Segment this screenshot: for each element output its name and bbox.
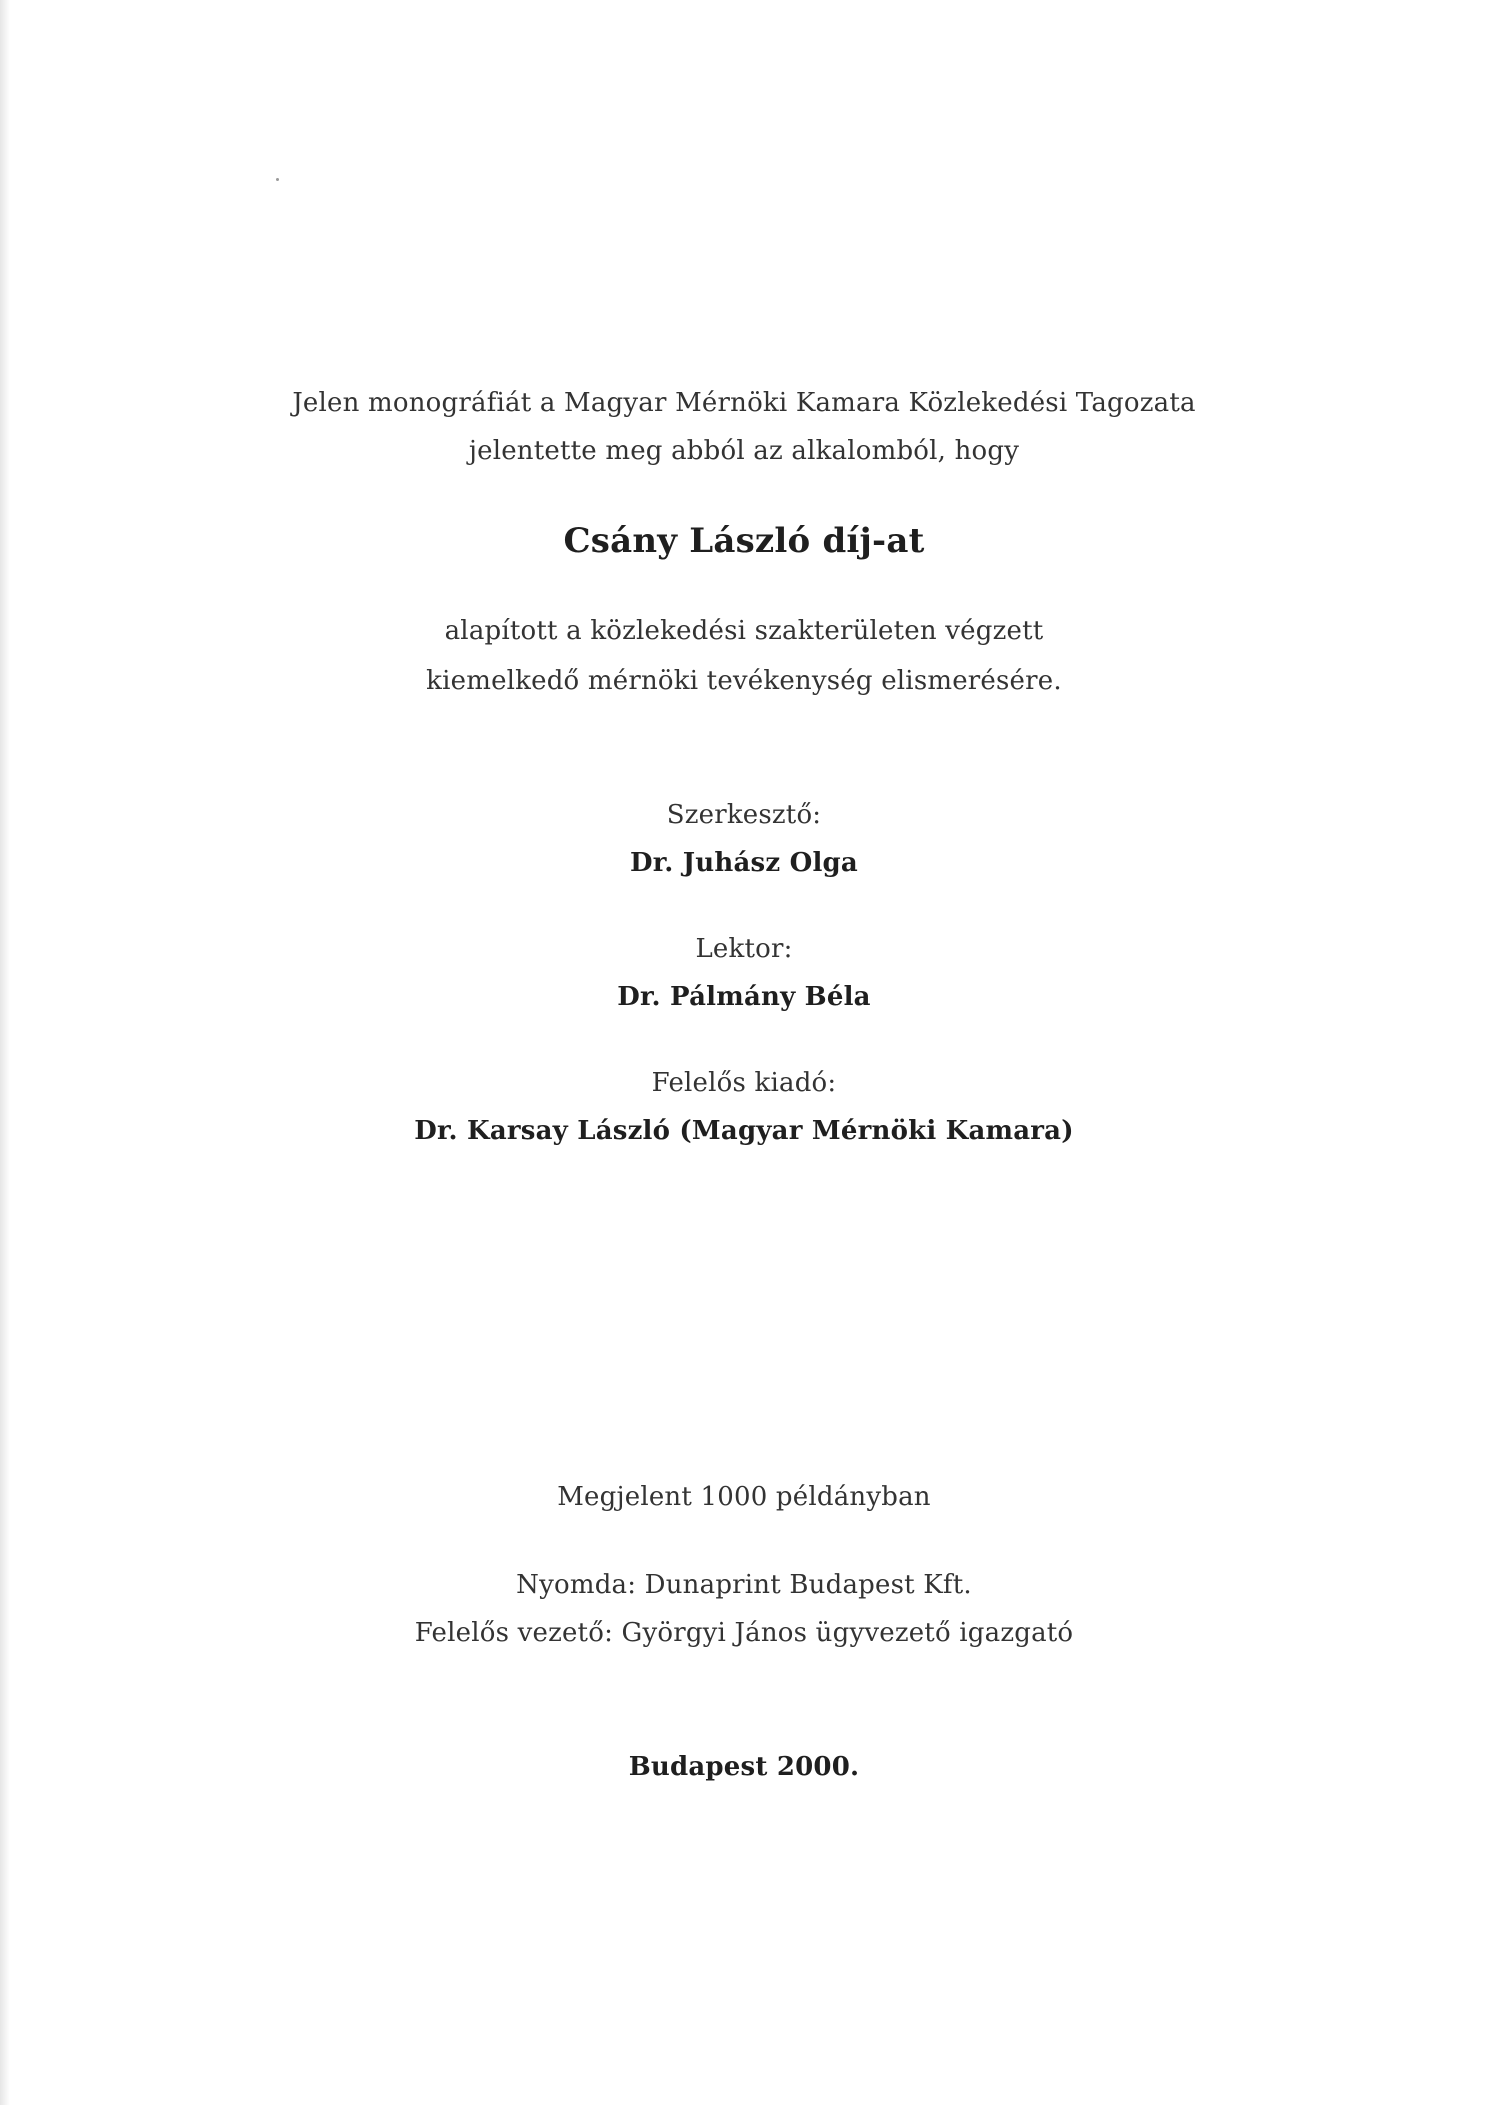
editor-role: Szerkesztő:	[666, 800, 822, 830]
editor-name: Dr. Juhász Olga	[630, 848, 858, 878]
award-title: Csány László díj-at	[563, 521, 925, 561]
publisher-name: Dr. Karsay László (Magyar Mérnöki Kamara)	[414, 1116, 1074, 1146]
publisher-role: Felelős kiadó:	[651, 1068, 837, 1098]
intro-line-2: jelentette meg abból az alkalomból, hogy	[468, 436, 1020, 466]
printing-manager: Felelős vezető: Györgyi János ügyvezető igazgató	[414, 1618, 1074, 1648]
purpose-line-1: alapított a közlekedési szakterületen végzett	[444, 616, 1044, 646]
scan-speck	[276, 178, 279, 181]
place-year: Budapest 2000.	[628, 1752, 860, 1782]
intro-line-1: Jelen monográfiát a Magyar Mérnöki Kamara Közlekedési Tagozata	[292, 388, 1196, 418]
reviewer-name: Dr. Pálmány Béla	[617, 982, 871, 1012]
printing-press: Nyomda: Dunaprint Budapest Kft.	[516, 1570, 972, 1600]
print-run: Megjelent 1000 példányban	[557, 1482, 931, 1512]
scan-edge-shadow	[0, 0, 10, 2105]
purpose-line-2: kiemelkedő mérnöki tevékenység elismerésére.	[426, 666, 1062, 696]
reviewer-role: Lektor:	[695, 934, 793, 964]
